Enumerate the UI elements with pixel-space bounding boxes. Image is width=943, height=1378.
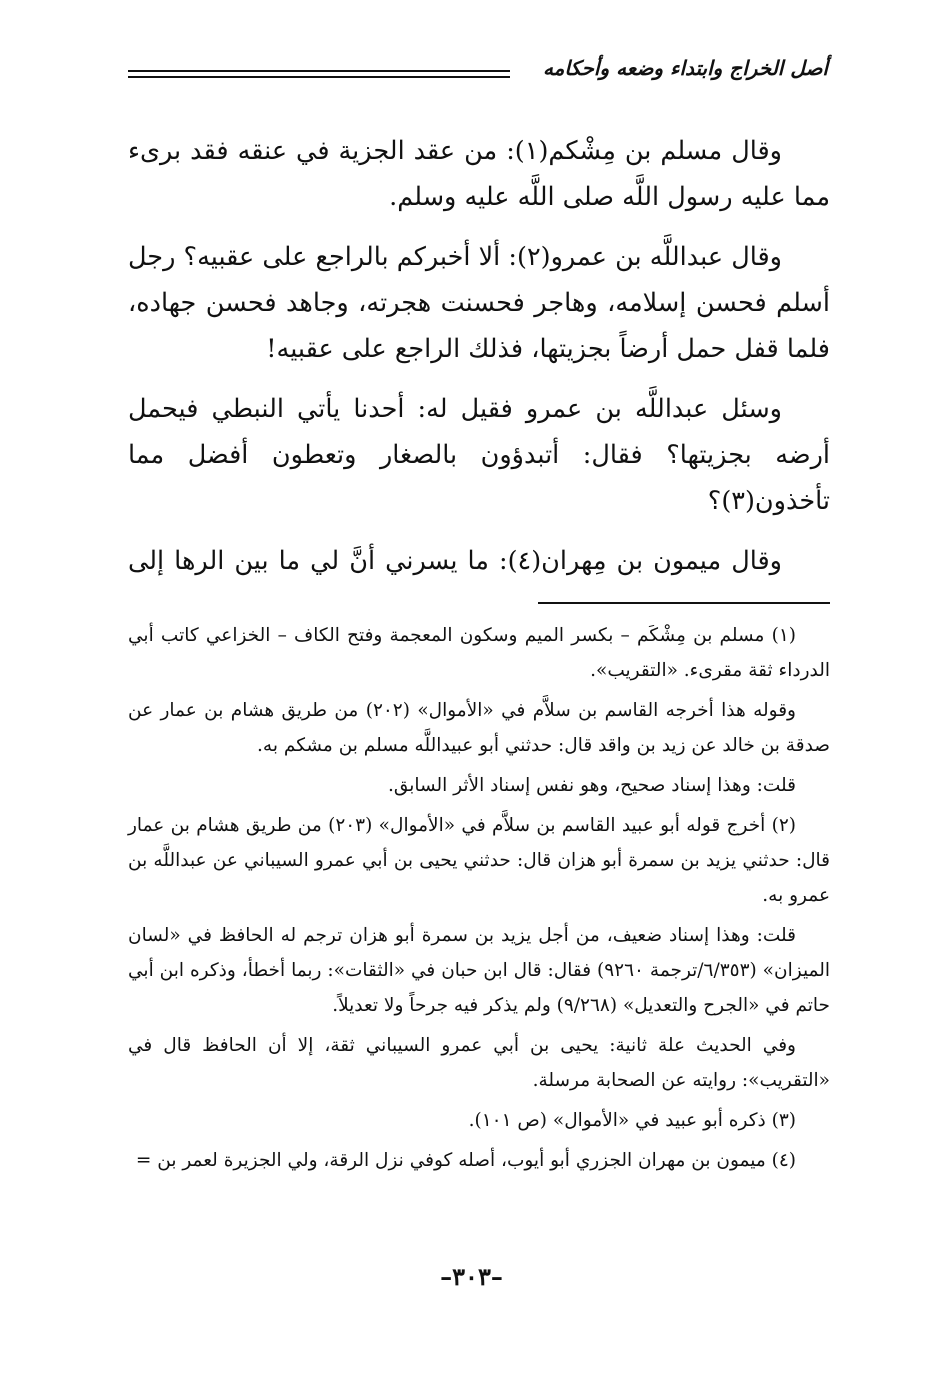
footnote: (٢) أخرج قوله أبو عبيد القاسم بن سلاَّم في «الأموال» (٢٠٣) من طريق هشام بن عمار قال: حدثني يزيد بن سمرة أبو هزان قال: حدثني يحيى بن أبي عمرو السيباني عن عبداللَّه بن عمرو به. <box>128 815 830 906</box>
footnote: (١) مسلم بن مِشْكَم – بكسر الميم وسكون المعجمة وفتح الكاف – الخزاعي كاتب أبي الدرداء ثقة مقرىء. «التقريب». <box>128 625 830 681</box>
main-text <box>128 128 830 584</box>
paragraph: وقال ميمون بن مِهران(٤): ما يسرني أنَّ لي ما بين الرها إلى <box>128 546 782 576</box>
footnote: (٣) ذكره أبو عبيد في «الأموال» (ص ١٠١). <box>468 1110 796 1131</box>
header-rule-bottom <box>128 76 510 78</box>
paragraph: وقال عبداللَّه بن عمرو(٢): ألا أخبركم بالراجع على عقبيه؟ رجل أسلم فحسن إسلامه، وهاجر فحسنت هجرته، وجاهد فحسن جهاده، فلما قفل حمل أرضاً بجزيتها، فذلك الراجع على عقبيه! <box>128 242 830 364</box>
footnote: (٤) ميمون بن مهران الجزري أبو أيوب، أصله كوفي نزل الرقة، ولي الجزيرة لعمر بن = <box>135 1150 796 1171</box>
header-rule-top <box>128 70 510 72</box>
running-header <box>128 52 828 92</box>
running-title: أصل الخراج وابتداء وضعه وأحكامه <box>542 56 828 80</box>
page-number: –٣٠٣– <box>440 1262 503 1291</box>
footnote: قلت: وهذا إسناد صحيح، وهو نفس إسناد الأثر السابق. <box>387 775 796 796</box>
footnote: وقوله هذا أخرجه القاسم بن سلاَّم في «الأموال» (٢٠٢) من طريق هشام بن عمار عن صدقة بن خالد عن زيد بن واقد قال: حدثني أبو عبيداللَّه مسلم بن مشكم به. <box>128 700 830 756</box>
footnotes <box>128 618 830 1183</box>
paragraph: وقال مسلم بن مِشْكم(١): من عقد الجزية في عنقه فقد برىء مما عليه رسول اللَّه صلى اللَّه عليه وسلم. <box>128 136 830 212</box>
footnote: قلت: وهذا إسناد ضعيف، من أجل يزيد بن سمرة أبو هزان ترجم له الحافظ في «لسان الميزان» (٦/٣٥٣/ترجمة ٩٢٦٠) فقال: قال ابن حبان في «الثقات»: ربما أخطأ، وذكره ابن أبي حاتم في «الجرح والتعديل» (٩/٢٦٨) ولم يذكر فيه جرحاً ولا تعديلاً. <box>128 925 830 1016</box>
footnote: وفي الحديث علة ثانية: يحيى بن أبي عمرو السيباني ثقة، إلا أن الحافظ قال في «التقريب»: روايته عن الصحابة مرسلة. <box>128 1035 830 1091</box>
paragraph: وسئل عبداللَّه بن عمرو فقيل له: أحدنا يأتي النبطي فيحمل أرضه بجزيتها؟ فقال: أتبدؤون بالصغار وتعطون أفضل مما تأخذون(٣)؟ <box>128 394 830 516</box>
footnote-separator <box>538 602 830 604</box>
